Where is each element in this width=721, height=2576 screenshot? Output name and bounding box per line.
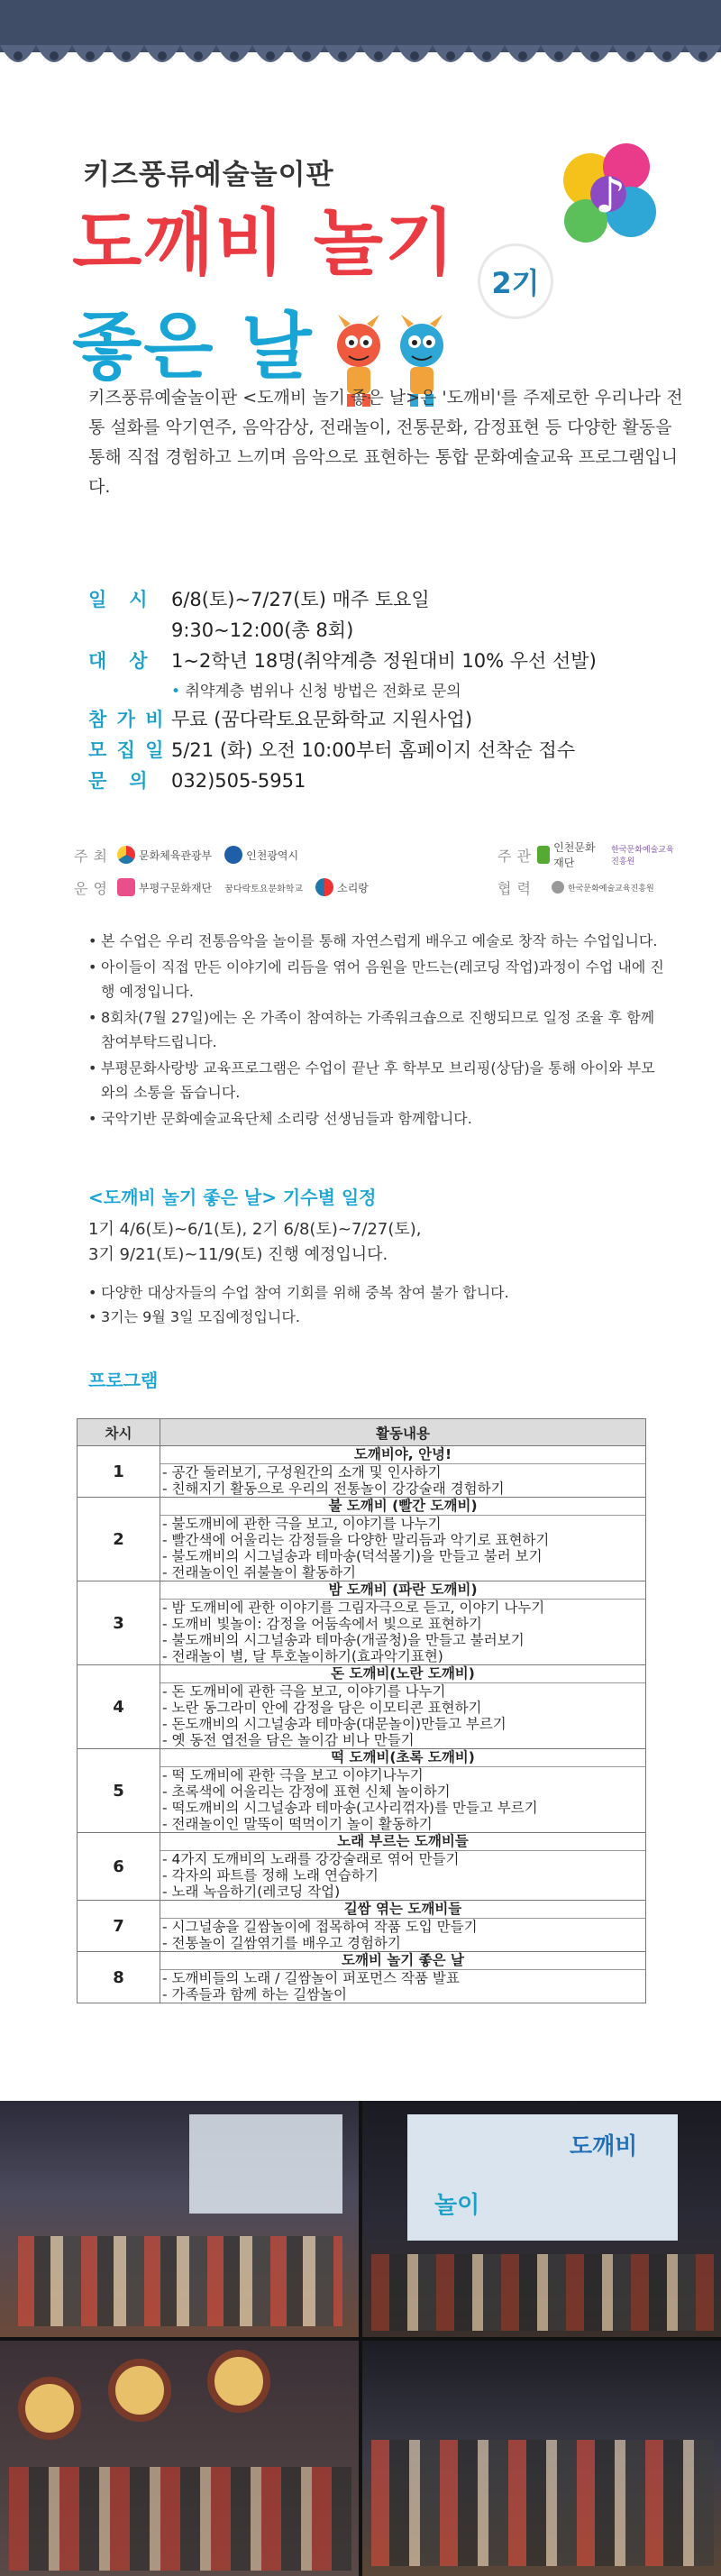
logo-arte: 한국문화예술교육진흥원: [611, 846, 674, 866]
org-label-supervise: 주관: [497, 847, 536, 865]
note-item: • 국악기반 문화예술교육단체 소리랑 선생님들과 함께합니다.: [88, 1106, 665, 1131]
roof-tile-dot: [410, 51, 419, 60]
roof-tile-dot: [122, 51, 131, 60]
roof-tile-dot: [194, 51, 203, 60]
program-row: [78, 1498, 646, 1581]
activity-item: - 도깨비들의 노래 / 길쌈놀이 퍼포먼스 작품 발표: [162, 1970, 460, 1986]
event-info: [88, 586, 683, 798]
activity-item: - 전래놀이인 쥐불놀이 활동하기: [162, 1564, 357, 1581]
activity-item: - 노란 동그라미 안에 감정을 담은 이모티콘 표현하기: [162, 1700, 482, 1716]
activity-cell: [160, 1665, 646, 1749]
roof-tile-dot: [518, 51, 527, 60]
note-item: • 본 수업은 우리 전통음악을 놀이를 통해 자연스럽게 배우고 예술로 창작 하는 수업입니다.: [88, 929, 665, 953]
title-line-1: 도깨비 놀기: [72, 201, 457, 285]
photo-children-hall: [0, 2101, 359, 2337]
activity-heading: 돈 도깨비(노란 도깨비): [160, 1665, 645, 1683]
roof-tile-dot: [554, 51, 563, 60]
org-row-host: [74, 839, 687, 871]
roof-tile-dot: [86, 51, 95, 60]
col-session-header: 차시: [78, 1419, 160, 1446]
activity-cell: [160, 1581, 646, 1665]
roof-tile-dot: [590, 51, 599, 60]
info-label-date: 일 시: [88, 589, 150, 610]
schedule-notes: [88, 1280, 665, 1329]
logo-saturday-school: 꿈다락토요문화학교: [224, 884, 304, 894]
svg-text:♪: ♪: [595, 167, 626, 224]
activity-item: - 도깨비 빛놀이: 감정을 어둠속에서 빛으로 표현하기: [162, 1616, 482, 1632]
activity-item: - 불도깨비에 관한 극을 보고, 이야기를 나누기: [162, 1516, 442, 1532]
activity-item: - 옛 동전 엽전을 담은 놀이감 비나 만들기: [162, 1732, 415, 1748]
roof-tile-dot: [446, 51, 455, 60]
activity-item: - 떡도깨비의 시그널송과 테마송(고사리꺾자)를 만들고 부르기: [162, 1800, 538, 1816]
activity-heading: 길쌈 엮는 도깨비들: [160, 1901, 645, 1919]
info-value-contact: 032)505-5951: [171, 770, 306, 792]
activity-item: - 밤 도깨비에 관한 이야기를 그림자극으로 듣고, 이야기 나누기: [162, 1600, 545, 1616]
info-label-recruit: 모 집 일: [88, 739, 166, 761]
activity-item: - 전통놀이 길쌈엮기를 배우고 경험하기: [162, 1935, 401, 1951]
program-row: [78, 1446, 646, 1498]
info-value-time: 9:30~12:00(총 8회): [171, 619, 354, 641]
session-number: 6: [78, 1833, 160, 1901]
screen-text-1: 도깨비: [570, 2133, 638, 2160]
activity-item: - 노래 녹음하기(레코딩 작업): [162, 1884, 341, 1900]
screen-text-2: 놀이: [434, 2192, 480, 2219]
activity-item: - 공간 둘러보기, 구성원간의 소개 및 인사하기: [162, 1464, 442, 1481]
org-label-operate: 운영: [74, 879, 113, 897]
photo-children-circle: [362, 2341, 721, 2576]
note-item: • 8회차(7월 27일)에는 온 가족이 참여하는 가족워크숍으로 진행되므로 일정 조율 후 함께 참여부탁드립니다.: [88, 1005, 665, 1054]
info-label-fee: 참 가 비: [88, 709, 166, 730]
colorful-music-deco-icon: [541, 126, 676, 261]
activity-item: - 4가지 도깨비의 노래를 강강술래로 엮어 만들기: [162, 1851, 460, 1867]
logo-sorirang: 소리랑: [315, 878, 369, 896]
activity-cell: [160, 1901, 646, 1952]
roof-tile-dot: [266, 51, 275, 60]
org-label-host: 주최: [74, 847, 113, 865]
logo-culture-ministry: 문화체육관광부: [117, 846, 212, 864]
photo-drum-play: [0, 2341, 359, 2576]
info-target-note: • 취약계층 범위나 신청 방법은 전화로 문의: [171, 683, 461, 701]
activity-cell: [160, 1498, 646, 1581]
roof-tile-dot: [50, 51, 59, 60]
activity-item: - 전래놀이 별, 달 투호놀이하기(효과악기표현): [162, 1648, 443, 1664]
note-item: • 아이들이 직접 만든 이야기에 리듬을 엮어 음원을 만드는(레코딩 작업)과정이 수업 내에 진행 예정입니다.: [88, 955, 665, 1004]
session-number: 8: [78, 1952, 160, 2003]
activity-cell: [160, 1833, 646, 1901]
activity-item: - 돈도깨비의 시그널송과 테마송(대문놀이)만들고 부르기: [162, 1716, 507, 1732]
activity-item: - 시그널송을 길쌈놀이에 접목하여 작품 도입 만들기: [162, 1919, 478, 1935]
info-row-contact: [88, 767, 683, 795]
info-row-target: [88, 647, 683, 675]
program-row: [78, 1581, 646, 1665]
roof-tiles-decoration: [0, 0, 721, 81]
activity-cell: [160, 1446, 646, 1498]
schedule-title: <도깨비 놀기 좋은 날> 기수별 일정: [88, 1187, 377, 1208]
activity-item: - 전래놀이인 말뚝이 떡먹이기 놀이 활동하기: [162, 1816, 433, 1832]
info-row-fee: [88, 706, 683, 734]
session-number: 5: [78, 1749, 160, 1833]
info-row-date: [88, 586, 683, 614]
activity-heading: 도깨비야, 안녕!: [160, 1446, 645, 1464]
roof-tile-dot: [302, 51, 311, 60]
schedule-note-item: • 다양한 대상자들의 수업 참여 기회를 위해 중복 참여 불가 합니다.: [88, 1280, 665, 1305]
logo-arte-cooperate: 한국문화예술교육진흥원: [552, 881, 654, 894]
activity-heading: 떡 도깨비(초록 도깨비): [160, 1749, 645, 1767]
org-label-cooperate: 협력: [497, 879, 536, 897]
session-number: 7: [78, 1901, 160, 1952]
session-number: 1: [78, 1446, 160, 1498]
session-number: 3: [78, 1581, 160, 1665]
note-item: • 부평문화사랑방 교육프로그램은 수업이 끝난 후 학부모 브리핑(상담)을 통해 아이와 부모와의 소통을 돕습니다.: [88, 1056, 665, 1105]
logo-incheon-foundation: 인천문화재단: [537, 839, 598, 870]
activity-item: - 불도깨비의 시그널송과 테마송(덕석몰기)을 만들고 불러 보기: [162, 1548, 543, 1564]
program-title: 프로그램: [88, 1370, 159, 1391]
info-value-recruit: 5/21 (화) 오전 10:00부터 홈페이지 선착순 접수: [171, 739, 576, 761]
activity-item: - 각자의 파트를 정해 노래 연습하기: [162, 1867, 379, 1884]
roof-tile-dot: [158, 51, 167, 60]
session-number: 4: [78, 1665, 160, 1749]
activity-item: - 빨간색에 어울리는 감정들을 다양한 말리듬과 악기로 표현하기: [162, 1532, 550, 1548]
program-row: [78, 1749, 646, 1833]
program-row: [78, 1952, 646, 2003]
activity-cell: [160, 1952, 646, 2003]
activity-item: - 친해지기 활동으로 우리의 전통놀이 강강술래 경험하기: [162, 1481, 505, 1497]
logo-incheon-city: 인천광역시: [224, 846, 298, 864]
info-label-contact: 문 의: [88, 770, 150, 792]
org-row-operate: [74, 871, 687, 903]
info-value-date: 6/8(토)~7/27(토) 매주 토요일: [171, 589, 430, 610]
photo-stage-screen: [362, 2101, 721, 2337]
roof-tile-dot: [230, 51, 239, 60]
activity-heading: 불 도깨비 (빨간 도깨비): [160, 1498, 645, 1516]
session-number: 2: [78, 1498, 160, 1581]
activity-item: - 초록색에 어울리는 감정에 표현 신체 놀이하기: [162, 1783, 451, 1800]
program-subtitle: 키즈풍류예술놀이판: [83, 159, 334, 191]
program-row: [78, 1901, 646, 1952]
info-value-fee: 무료 (꿈다락토요문화학교 지원사업): [171, 709, 473, 730]
activity-heading: 노래 부르는 도깨비들: [160, 1833, 645, 1851]
activity-heading: 밤 도깨비 (파란 도깨비): [160, 1581, 645, 1600]
roof-tile-dot: [338, 51, 347, 60]
program-table: [77, 1418, 646, 2003]
roof-tile-dot: [626, 51, 635, 60]
program-row: [78, 1665, 646, 1749]
cohort-badge: 2기: [478, 243, 553, 319]
notes-list: [88, 929, 665, 1132]
schedule-body: 1기 4/6(토)~6/1(토), 2기 6/8(토)~7/27(토), 3기 9/21(토)~11/9(토) 진행 예정입니다.: [88, 1220, 422, 1264]
organizers: [74, 839, 687, 903]
activity-item: - 가족들과 함께 하는 길쌈놀이: [162, 1986, 347, 2003]
intro-paragraph: 키즈풍류예술놀이판 <도깨비 놀기 좋은 날>은 '도깨비'를 주제로한 우리나라 전통 설화를 악기연주, 음악감상, 전래놀이, 전통문화, 감정표현 등 다양한 활동을 통해 직접 경험하고 느끼며 음악으로 표현하는 통합 문화예술교육 프로그램입니다.: [88, 388, 683, 497]
info-label-target: 대 상: [88, 650, 150, 672]
activity-item: - 돈 도깨비에 관한 극을 보고, 이야기를 나누기: [162, 1683, 446, 1700]
roof-tile-dot: [698, 51, 707, 60]
title-line-2: 좋은 날: [72, 305, 314, 389]
activity-item: - 떡 도깨비에 관한 극을 보고 이야기나누기: [162, 1767, 424, 1783]
col-activity-header: 활동내용: [160, 1419, 646, 1446]
info-row-recruit: [88, 737, 683, 765]
schedule-note-item: • 3기는 9월 3일 모집예정입니다.: [88, 1305, 665, 1329]
activity-cell: [160, 1749, 646, 1833]
logo-bupyeong-foundation: 부평구문화재단: [117, 878, 212, 896]
activity-heading: 도깨비 놀기 좋은 날: [160, 1952, 645, 1970]
roof-tile-dot: [662, 51, 671, 60]
activity-item: - 불도깨비의 시그널송과 테마송(개골청)을 만들고 불러보기: [162, 1632, 525, 1648]
roof-tile-dot: [14, 51, 23, 60]
roof-tile-dot: [482, 51, 491, 60]
info-value-target: 1~2학년 18명(취약계층 정원대비 10% 우선 선발): [171, 650, 597, 672]
roof-tile-dot: [374, 51, 383, 60]
info-row-time: [88, 617, 683, 645]
program-row: [78, 1833, 646, 1901]
class-photos: [0, 2101, 721, 2576]
